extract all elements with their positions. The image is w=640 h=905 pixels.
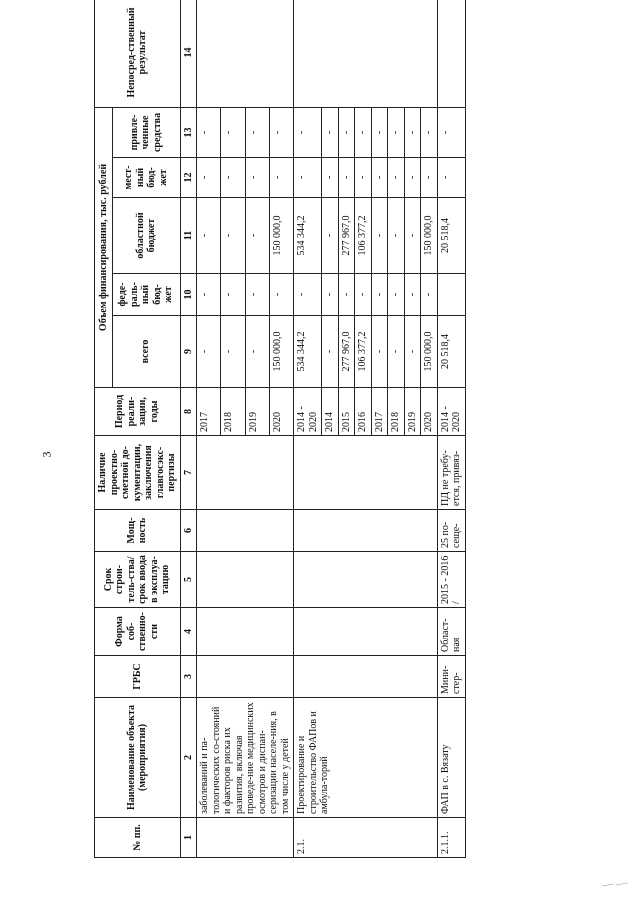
cell-federal: -	[245, 274, 269, 316]
cell-local: -	[437, 158, 465, 198]
cell-attracted: -	[388, 107, 405, 157]
cell-name: ФАП в с. Вязату	[437, 698, 465, 818]
cell-year: 2019	[245, 388, 269, 436]
col-number: 7	[180, 436, 197, 510]
cell-term	[294, 552, 438, 608]
col-number: 1	[180, 818, 197, 858]
cell-regional: 150 000,0	[269, 198, 293, 274]
header-federal: феде-раль-ный бюд-жет	[112, 274, 180, 316]
cell-year: 2018	[221, 388, 245, 436]
header-capacity: Мощ-ность	[95, 510, 181, 552]
cell-local: -	[404, 158, 421, 198]
cell-total: -	[371, 316, 388, 388]
cell-federal: -	[355, 274, 372, 316]
cell-federal: -	[338, 274, 355, 316]
cell-federal: -	[388, 274, 405, 316]
header-ownership: Форма соб-ственно-сти	[95, 608, 181, 656]
cell-attracted: -	[437, 107, 465, 157]
header-local: мест-ный бюд-жет	[112, 158, 180, 198]
cell-year: 2020	[269, 388, 293, 436]
cell-total: 150 000,0	[269, 316, 293, 388]
cell-attracted: -	[269, 107, 293, 157]
header-funding: Объем финансирования, тыс. рублей	[95, 107, 113, 387]
cell-ownership	[197, 608, 294, 656]
col-number: 9	[180, 316, 197, 388]
cell-federal: -	[269, 274, 293, 316]
cell-docs: ПД не требу-ется, привяз-	[437, 436, 465, 510]
cell-total: -	[197, 316, 221, 388]
cell-local: -	[322, 158, 339, 198]
column-number-row	[180, 0, 197, 858]
header-result: Непосред-ственный результат	[95, 0, 181, 107]
cell-local: -	[294, 158, 322, 198]
cell-attracted: -	[197, 107, 221, 157]
cell-result	[197, 0, 294, 107]
cell-num	[197, 818, 294, 858]
cell-total: -	[221, 316, 245, 388]
col-number: 12	[180, 158, 197, 198]
cell-docs	[197, 436, 294, 510]
cell-year: 2014 - 2020	[437, 388, 465, 436]
cell-regional: -	[371, 198, 388, 274]
cell-total: -	[322, 316, 339, 388]
cell-attracted: -	[294, 107, 322, 157]
cell-num: 2.1.1.	[437, 818, 465, 858]
cell-regional: 150 000,0	[421, 198, 438, 274]
cell-term	[197, 552, 294, 608]
header-name: Наименование объекта (мероприятия)	[95, 698, 181, 818]
col-number: 2	[180, 698, 197, 818]
cell-year: 2014	[322, 388, 339, 436]
cell-local: -	[269, 158, 293, 198]
cell-regional: 20 518,4	[437, 198, 465, 274]
table-row	[197, 0, 221, 858]
cell-local: -	[371, 158, 388, 198]
cell-regional: 534 344,2	[294, 198, 322, 274]
cell-total: -	[388, 316, 405, 388]
cell-grbs	[294, 656, 438, 698]
col-number: 3	[180, 656, 197, 698]
cell-year: 2015	[338, 388, 355, 436]
cell-regional: -	[245, 198, 269, 274]
cell-total: 106 377,2	[355, 316, 372, 388]
cell-federal: -	[221, 274, 245, 316]
cell-year: 2017	[197, 388, 221, 436]
header-term: Срок строи-тель-ства/срок ввода в эксплуа-тацию	[95, 552, 181, 608]
cell-year: 2019	[404, 388, 421, 436]
col-number: 8	[180, 388, 197, 436]
cell-docs	[294, 436, 438, 510]
col-number: 5	[180, 552, 197, 608]
cell-regional: -	[388, 198, 405, 274]
cell-year: 2014 - 2020	[294, 388, 322, 436]
cell-ownership: Област-ная	[437, 608, 465, 656]
cell-attracted: -	[355, 107, 372, 157]
col-number: 11	[180, 198, 197, 274]
cell-year: 2017	[371, 388, 388, 436]
table-row	[294, 0, 322, 858]
cell-attracted: -	[338, 107, 355, 157]
cell-regional: -	[221, 198, 245, 274]
table-row	[437, 0, 465, 858]
cell-local: -	[355, 158, 372, 198]
cell-regional: 106 377,2	[355, 198, 372, 274]
cell-federal: -	[197, 274, 221, 316]
cell-federal: -	[294, 274, 322, 316]
cell-total: -	[245, 316, 269, 388]
cell-grbs: Мини-стер-	[437, 656, 465, 698]
header-regional: областной бюджет	[112, 198, 180, 274]
cell-capacity	[197, 510, 294, 552]
cell-local: -	[421, 158, 438, 198]
cell-year: 2018	[388, 388, 405, 436]
cell-local: -	[221, 158, 245, 198]
cell-grbs	[197, 656, 294, 698]
funding-table-rotated	[94, 7, 614, 858]
cell-federal: -	[421, 274, 438, 316]
cell-capacity: 25 по-сеще-	[437, 510, 465, 552]
cell-attracted: -	[221, 107, 245, 157]
cell-attracted: -	[421, 107, 438, 157]
cell-attracted: -	[322, 107, 339, 157]
col-number: 10	[180, 274, 197, 316]
funding-table	[94, 0, 466, 858]
cell-capacity	[294, 510, 438, 552]
cell-result	[437, 0, 465, 107]
cell-attracted: -	[404, 107, 421, 157]
col-number: 13	[180, 107, 197, 157]
cell-regional: -	[404, 198, 421, 274]
cell-attracted: -	[371, 107, 388, 157]
cell-ownership	[294, 608, 438, 656]
scan-artifact-marks	[600, 880, 630, 890]
cell-regional: -	[322, 198, 339, 274]
header-total: всего	[112, 316, 180, 388]
cell-regional: -	[197, 198, 221, 274]
col-number: 14	[180, 0, 197, 107]
cell-attracted: -	[245, 107, 269, 157]
cell-federal: -	[322, 274, 339, 316]
cell-result	[294, 0, 438, 107]
cell-num: 2.1.	[294, 818, 438, 858]
cell-regional: 277 967,0	[338, 198, 355, 274]
cell-total: 150 000,0	[421, 316, 438, 388]
cell-federal: -	[404, 274, 421, 316]
cell-local: -	[197, 158, 221, 198]
header-grbs: ГРБС	[95, 656, 181, 698]
cell-term: 2015 - 2016 /	[437, 552, 465, 608]
cell-total: 277 967,0	[338, 316, 355, 388]
cell-year: 2020	[421, 388, 438, 436]
cell-total: 20 518,4	[437, 316, 465, 388]
cell-total: -	[404, 316, 421, 388]
header-docs: Наличие проектно-сметной до-кументации, заключения главгосэкс-пертизы	[95, 436, 181, 510]
header-period: Период реали-зации, годы	[95, 388, 181, 436]
cell-federal	[437, 274, 465, 316]
cell-total: 534 344,2	[294, 316, 322, 388]
cell-year: 2016	[355, 388, 372, 436]
cell-local: -	[388, 158, 405, 198]
cell-local: -	[245, 158, 269, 198]
cell-name: Проектирование и строительство ФАПов и амбула-торий	[294, 698, 438, 818]
cell-federal: -	[371, 274, 388, 316]
col-number: 4	[180, 608, 197, 656]
cell-local: -	[338, 158, 355, 198]
cell-name: заболеваний и па-тологических со-стояний и факторов риска их развития, включая проведе-ние медицинских осмотров и диспан-серизации населе-ния, в том числе у детей	[197, 698, 294, 818]
col-number: 6	[180, 510, 197, 552]
page-number: 3	[39, 451, 54, 458]
header-num: № пп.	[95, 818, 181, 858]
header-attracted: привле-ченные средства	[112, 107, 180, 157]
